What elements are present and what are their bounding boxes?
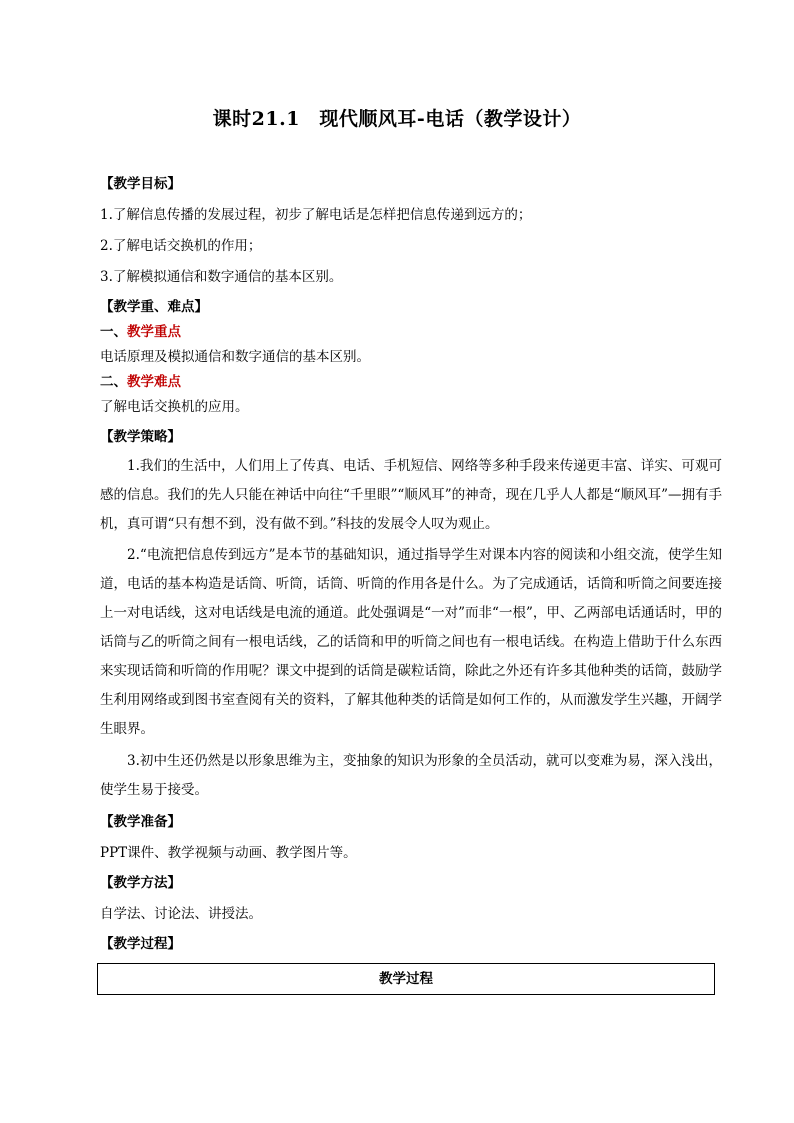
process-heading: 【教学过程】 [100, 936, 181, 952]
difficulty-text: 了解电话交换机的应用。 [100, 399, 249, 415]
document-title: 课时21.1 现代顺风耳-电话（教学设计） [212, 108, 582, 130]
focus-label [100, 320, 722, 345]
preparation-heading: 【教学准备】 [100, 814, 181, 830]
difficulty-label-prefix: 二、 [100, 374, 127, 390]
preparation-text: PPT课件、教学视频与动画、教学图片等。 [100, 845, 357, 861]
focus-text: 电话原理及模拟通信和数字通信的基本区别。 [100, 349, 370, 365]
focus-label-prefix: 一、 [100, 324, 127, 340]
document-body [100, 172, 722, 957]
process-table [97, 963, 715, 995]
strategy-paragraph-3: 3.初中生还仍然是以形象思维为主，变抽象的知识为形象的全员活动，就可以变难为易，深入浅出，使学生易于接受。 [100, 753, 722, 798]
key-points-heading: 【教学重、难点】 [100, 299, 208, 315]
goal-item-3: 3.了解模拟通信和数字通信的基本区别。 [100, 269, 343, 285]
focus-label-text: 教学重点 [127, 324, 181, 340]
method-heading: 【教学方法】 [100, 875, 181, 891]
goal-item-1: 1.了解信息传播的发展过程，初步了解电话是怎样把信息传递到远方的； [100, 207, 532, 223]
strategy-paragraph-1: 1.我们的生活中，人们用上了传真、电话、手机短信、网络等多种手段来传递更丰富、详实、可观可感的信息。我们的先人只能在神话中向往“千里眼”“顺风耳”的神奇，现在几乎人人都是“顺风耳”—拥有手机，真可谓“只有想不到，没有做不到。”科技的发展令人叹为观止。 [100, 458, 722, 532]
strategy-heading: 【教学策略】 [100, 429, 181, 445]
difficulty-label [100, 370, 722, 395]
difficulty-label-text: 教学难点 [127, 374, 181, 390]
goal-item-2: 2.了解电话交换机的作用； [100, 238, 262, 254]
process-table-header: 教学过程 [379, 971, 433, 987]
goals-heading: 【教学目标】 [100, 176, 181, 192]
method-text: 自学法、讨论法、讲授法。 [100, 906, 262, 922]
strategy-paragraph-2: 2.“电流把信息传到远方”是本节的基础知识，通过指导学生对课本内容的阅读和小组交流，使学生知道，电话的基本构造是话筒、听筒，话筒、听筒的作用各是什么。为了完成通话，话筒和听筒之间要连接上一对电话线，这对电话线是电流的通道。此处强调是“一对”而非“一根”，甲、乙两部电话通话时，甲的话筒与乙的听筒之间有一根电话线，乙的话筒和甲的听筒之间也有一根电话线。在构造上借助于什么东西来实现话筒和听筒的作用呢？课文中提到的话筒是碳粒话筒，除此之外还有许多其他种类的话筒，鼓励学生利用网络或到图书室查阅有关的资料，了解其他种类的话筒是如何工作的，从而激发学生兴趣，开阔学生眼界。 [100, 547, 722, 737]
